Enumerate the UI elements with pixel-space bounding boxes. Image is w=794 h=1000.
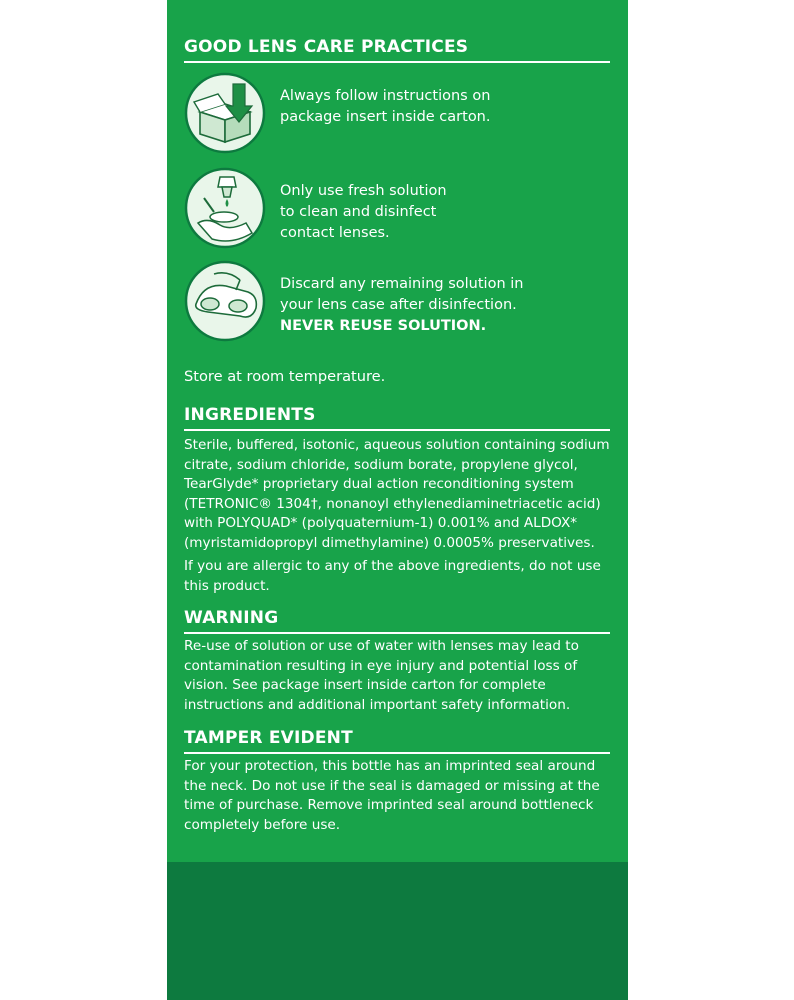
- ingredients-section: [184, 404, 610, 431]
- text-line: Sterile, buffered, isotonic, aqueous solution containing sodium: [184, 437, 610, 453]
- warning-text: [184, 637, 612, 715]
- allergy-text: [184, 557, 612, 596]
- tamper-heading: TAMPER EVIDENT: [184, 728, 353, 748]
- warning-heading: WARNING: [184, 608, 279, 628]
- text-line: Always follow instructions on: [280, 88, 491, 104]
- care-section: [184, 36, 610, 63]
- fresh-solution-icon: [184, 167, 266, 249]
- text-line: package insert inside carton.: [280, 109, 491, 125]
- care-tip-3-text: [280, 274, 610, 337]
- label-bottom-band: [167, 862, 628, 1000]
- carton-arrow-icon: [184, 72, 266, 154]
- text-line: time of purchase. Remove imprinted seal around bottleneck: [184, 797, 594, 813]
- text-line: TearGlyde* proprietary dual action reconditioning system: [184, 476, 574, 492]
- care-tip-1-text: [280, 86, 610, 128]
- care-tip-2-text: [280, 181, 610, 244]
- tamper-section: [184, 727, 610, 754]
- text-line: your lens case after disinfection.: [280, 297, 517, 313]
- ingredients-heading-rule: [184, 429, 610, 431]
- text-line: If you are allergic to any of the above ingredients, do not use: [184, 558, 601, 574]
- tamper-heading-rule: [184, 752, 610, 754]
- care-heading: GOOD LENS CARE PRACTICES: [184, 37, 469, 57]
- care-heading-rule: [184, 61, 610, 63]
- text-line: this product.: [184, 577, 270, 594]
- text-line: Re-use of solution or use of water with lenses may lead to: [184, 638, 579, 654]
- ingredients-heading: INGREDIENTS: [184, 405, 316, 425]
- text-line: (myristamidopropyl dimethylamine) 0.0005% preservatives.: [184, 534, 595, 551]
- storage-note: Store at room temperature.: [184, 368, 386, 385]
- text-line: to clean and disinfect: [280, 204, 437, 220]
- care-tip-3: [184, 260, 610, 346]
- text-line: instructions and additional important safety information.: [184, 696, 571, 713]
- lens-case-icon: [184, 260, 266, 342]
- text-line: the neck. Do not use if the seal is damaged or missing at the: [184, 777, 600, 794]
- warning-section: [184, 607, 610, 634]
- text-line: Only use fresh solution: [280, 183, 447, 199]
- text-line: citrate, sodium chloride, sodium borate, propylene glycol,: [184, 456, 578, 473]
- text-line: vision. See package insert inside carton for complete: [184, 677, 546, 693]
- tamper-text: [184, 757, 612, 835]
- text-line: (TETRONIC® 1304†, nonanoyl ethylenediaminetriacetic acid): [184, 495, 601, 512]
- care-tip-1: [184, 72, 610, 158]
- text-line: with POLYQUAD* (polyquaternium-1) 0.001% and ALDOX*: [184, 515, 578, 531]
- text-line: completely before use.: [184, 816, 341, 833]
- never-reuse-emphasis: NEVER REUSE SOLUTION.: [280, 318, 487, 334]
- care-tip-2: [184, 167, 610, 253]
- text-line: contact lenses.: [280, 225, 390, 241]
- text-line: contamination resulting in eye injury and potential loss of: [184, 657, 578, 674]
- warning-heading-rule: [184, 632, 610, 634]
- ingredients-text: [184, 436, 612, 553]
- text-line: Discard any remaining solution in: [280, 276, 524, 292]
- text-line: For your protection, this bottle has an imprinted seal around: [184, 758, 596, 774]
